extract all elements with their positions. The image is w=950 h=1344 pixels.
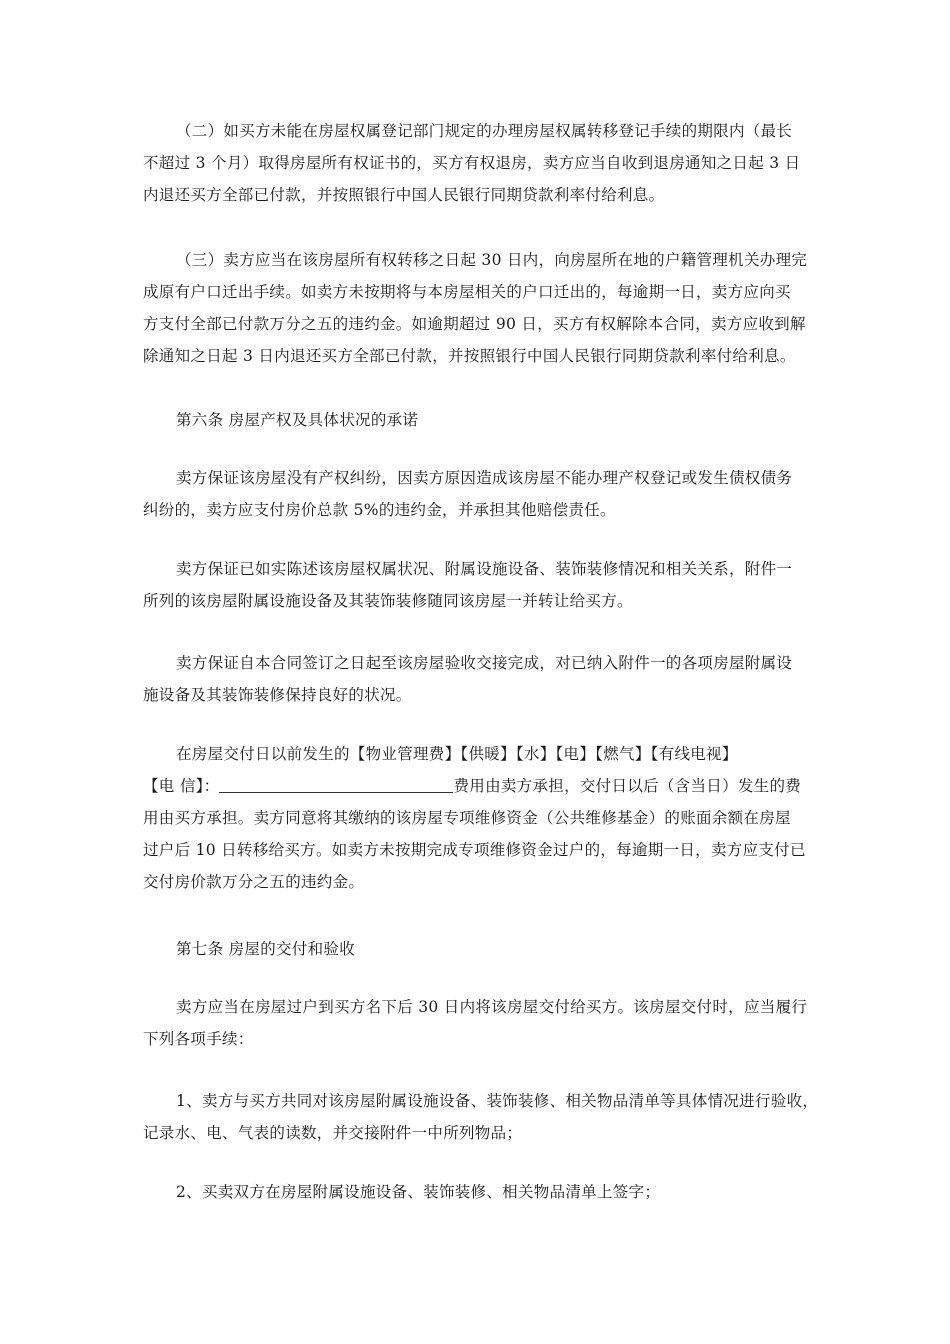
paragraph-clause-3	[143, 244, 819, 372]
paragraph-warranty-3	[143, 647, 819, 711]
text-line: （二）如买方未能在房屋权属登记部门规定的办理房屋权属转移登记手续的期限内（最长	[176, 122, 793, 140]
fill-in-blank	[219, 774, 453, 793]
text-line: 交付房价款万分之五的违约金。	[143, 873, 365, 891]
text-line: 记录水、电、气表的读数，并交接附件一中所列物品；	[143, 1124, 523, 1142]
paragraph-item-1	[143, 1085, 819, 1149]
text-line: 在房屋交付日以前发生的【物业管理费】【供暖】【水】【电】【燃气】【有线电视】	[176, 745, 738, 763]
text-line: 2、买卖双方在房屋附属设施设备、装饰装修、相关物品清单上签字；	[176, 1183, 661, 1201]
text-line: 不超过 3 个月）取得房屋所有权证书的，买方有权退房，卖方应当自收到退房通知之日起 3 日	[143, 154, 801, 172]
text-line: 卖方应当在房屋过户到买方名下后 30 日内将该房屋交付给买方。该房屋交付时，应当履行	[176, 998, 808, 1016]
text-segment: 【电 信】：	[143, 777, 220, 795]
paragraph-fees	[143, 738, 819, 898]
text-line: 成原有户口迁出手续。如卖方未按期将与本房屋相关的户口迁出的，每逾期一日，卖方应向买	[143, 283, 791, 301]
text-line: 卖方保证该房屋没有产权纠纷，因卖方原因造成该房屋不能办理产权登记或发生债权债务	[176, 469, 793, 487]
text-line: 方支付全部已付款万分之五的违约金。如逾期超过 90 日，买方有权解除本合同，卖方应收到解	[143, 315, 806, 333]
text-line: 除通知之日起 3 日内退还买方全部已付款，并按照银行中国人民银行同期贷款利率付给利息。	[143, 347, 796, 365]
paragraph-item-2	[143, 1176, 819, 1208]
section-heading-7	[143, 933, 819, 965]
text-line: 施设备及其装饰装修保持良好的状况。	[143, 686, 412, 704]
text-line: 卖方保证自本合同签订之日起至该房屋验收交接完成，对已纳入附件一的各项房屋附属设	[176, 654, 793, 672]
heading-text: 第六条 房屋产权及具体状况的承诺	[176, 411, 419, 429]
text-line: 所列的该房屋附属设施设备及其装饰装修随同该房屋一并转让给买方。	[143, 592, 633, 610]
paragraph-clause-2	[143, 115, 819, 211]
paragraph-warranty-2	[143, 553, 819, 617]
text-line: 用由买方承担。卖方同意将其缴纳的该房屋专项维修资金（公共维修基金）的账面余额在房屋	[143, 809, 791, 827]
text-line: 卖方保证已如实陈述该房屋权属状况、附属设施设备、装饰装修情况和相关关系，附件一	[176, 560, 793, 578]
text-segment: 费用由卖方承担，交付日以后（含当日）发生的费	[453, 777, 802, 795]
paragraph-warranty-1	[143, 462, 819, 526]
paragraph-delivery	[143, 991, 819, 1055]
text-line: 纠纷的，卖方应支付房价总款 5%的违约金，并承担其他赔偿责任。	[143, 501, 616, 519]
text-line-with-blank	[143, 770, 819, 802]
text-line: 下列各项手续：	[143, 1030, 254, 1048]
section-heading-6	[143, 404, 819, 436]
text-line: 1、卖方与买方共同对该房屋附属设施设备、装饰装修、相关物品清单等具体情况进行验收，	[176, 1092, 819, 1110]
text-line: 过户后 10 日转移给买方。如卖方未按期完成专项维修资金过户的，每逾期一日，卖方应支付已	[143, 841, 806, 859]
heading-text: 第七条 房屋的交付和验收	[176, 940, 356, 958]
text-line: （三）卖方应当在该房屋所有权转移之日起 30 日内，向房屋所在地的户籍管理机关办理完	[176, 251, 808, 269]
text-line: 内退还买方全部已付款，并按照银行中国人民银行同期贷款利率付给利息。	[143, 186, 665, 204]
